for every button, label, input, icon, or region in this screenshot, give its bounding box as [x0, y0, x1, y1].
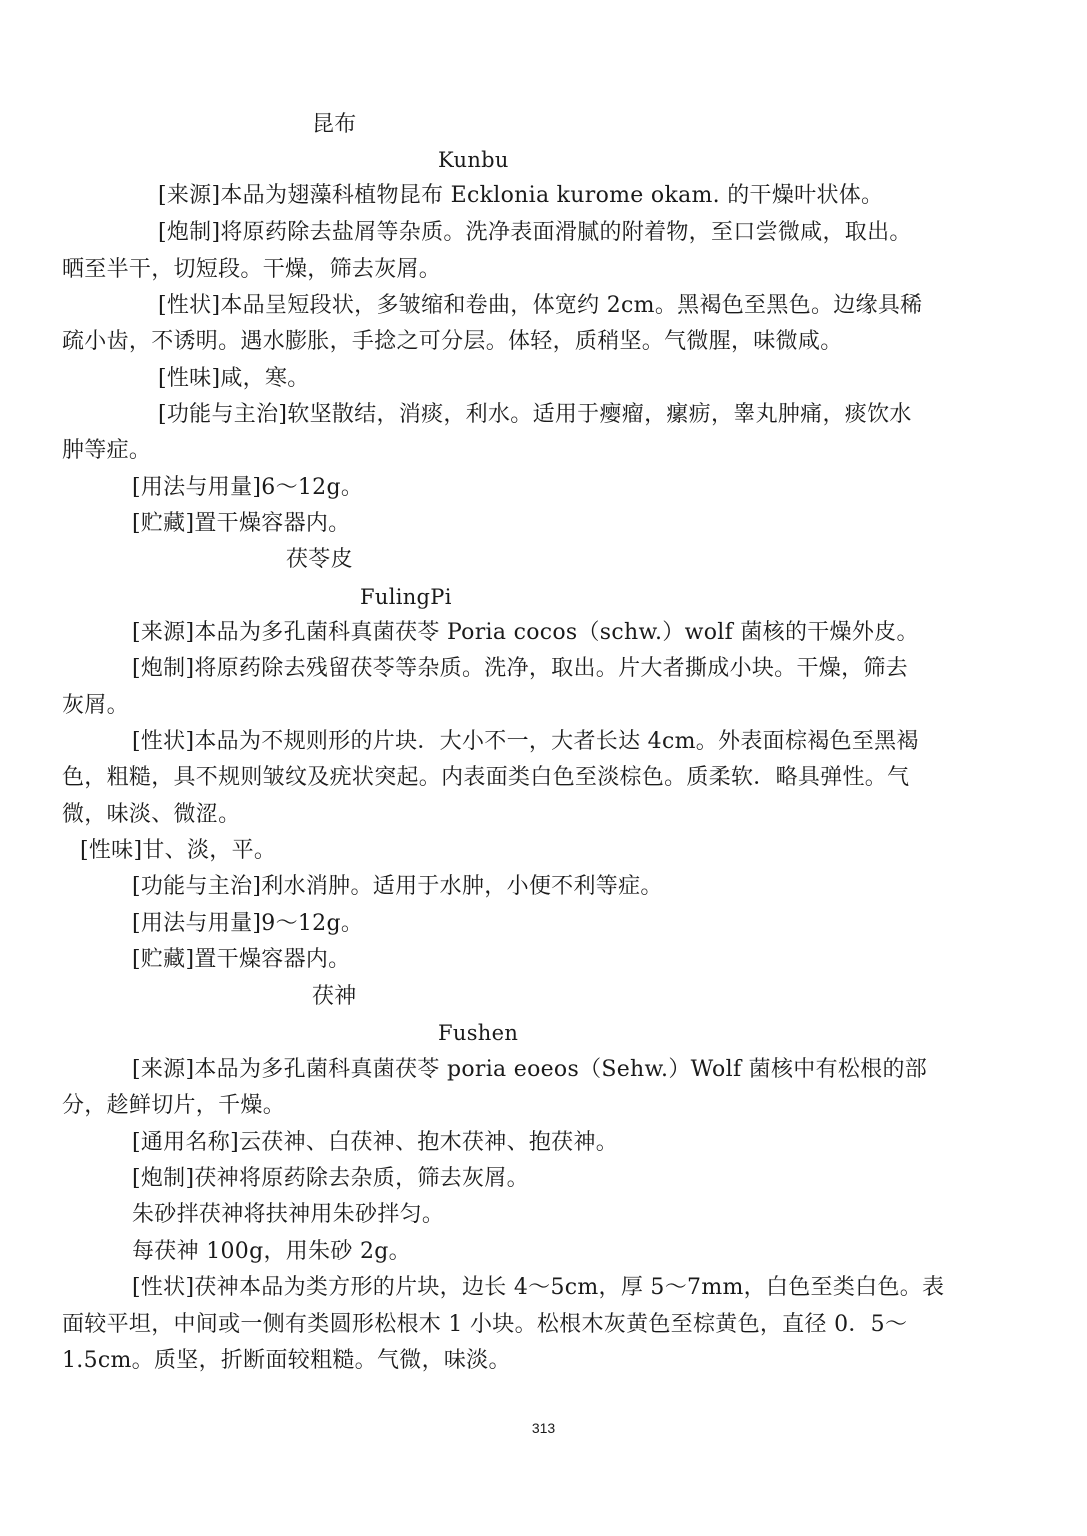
entry-line: [贮藏]置干燥容器内。: [132, 511, 351, 536]
entry-line: [性状]本品呈短段状，多皱缩和卷曲，体宽约 2cm。黑褐色至黑色。边缘具稀: [158, 293, 923, 318]
entry-line: [性味]甘、淡，平。: [80, 838, 277, 863]
entry-line: 面较平坦，中间或一侧有类圆形松根木 1 小块。松根木灰黄色至棕黄色，直径 0．5～: [62, 1312, 908, 1337]
entry-line: [用法与用量]9～12g。: [132, 911, 364, 936]
entry-line: 微，味淡、微涩。: [62, 802, 241, 827]
entry-line: 疏小齿，不诱明。遇水膨胀，手捻之可分层。体轻，质稍坚。气微腥，味微咸。: [62, 329, 843, 354]
entry-line: [通用名称]云茯神、白茯神、抱木茯神、抱茯神。: [132, 1130, 619, 1155]
entry-latin-name: Kunbu: [438, 148, 509, 172]
entry-line: [性状]本品为不规则形的片块．大小不一，大者长达 4cm。外表面棕褐色至黑褐: [132, 729, 919, 754]
entry-line: [来源]本品为多孔菌科真菌茯苓 poria eoeos（Sehw.）Wolf 菌核中有松根的部: [132, 1057, 928, 1082]
entry-title: 昆布: [312, 112, 357, 137]
entry-line: 1.5cm。质坚，折断面较粗糙。气微，味淡。: [62, 1348, 511, 1373]
entry-latin-name: FulingPi: [360, 585, 452, 609]
entry-line: [性状]茯神本品为类方形的片块，边长 4～5cm，厚 5～7mm，白色至类白色。表: [132, 1275, 945, 1300]
entry-line: [功能与主治]利水消肿。适用于水肿，小便不利等症。: [132, 874, 663, 899]
entry-title: 茯神: [312, 984, 357, 1009]
entry-line: 灰屑。: [62, 693, 129, 718]
entry-line: 朱砂拌茯神将扶神用朱砂拌匀。: [132, 1202, 445, 1227]
entry-latin-name: Fushen: [438, 1021, 519, 1045]
entry-line: [来源]本品为多孔菌科真菌茯苓 Poria cocos（schw.）wolf 菌核的干燥外皮。: [132, 620, 919, 645]
entry-line: [来源]本品为翅藻科植物昆布 Ecklonia kurome okam. 的干燥叶状体。: [158, 183, 884, 208]
entry-line: [功能与主治]软坚散结，消痰，利水。适用于瘿瘤，瘰疬，睾丸肿痛，痰饮水: [158, 402, 912, 427]
entry-line: [炮制]将原药除去残留茯苓等杂质。洗净，取出。片大者撕成小块。干燥，筛去: [132, 656, 908, 681]
entry-line: 色，粗糙，具不规则皱纹及疣状突起。内表面类白色至淡棕色。质柔软．略具弹性。气: [62, 765, 910, 790]
entry-line: 分，趁鲜切片，千燥。: [62, 1093, 286, 1118]
entry-title: 茯苓皮: [286, 547, 353, 572]
entry-line: 肿等症。: [62, 438, 152, 463]
entry-line: [用法与用量]6～12g。: [132, 475, 364, 500]
entry-line: 每茯神 100g，用朱砂 2g。: [132, 1239, 411, 1264]
entry-line: [炮制]将原药除去盐屑等杂质。洗净表面滑腻的附着物，至口尝微咸，取出。: [158, 220, 912, 245]
entry-line: [贮藏]置干燥容器内。: [132, 947, 351, 972]
page-number: 313: [531, 1420, 556, 1436]
entry-line: [性味]咸，寒。: [158, 366, 310, 391]
entry-line: 晒至半干，切短段。干燥，筛去灰屑。: [62, 257, 442, 282]
entry-line: [炮制]茯神将原药除去杂质，筛去灰屑。: [132, 1166, 529, 1191]
